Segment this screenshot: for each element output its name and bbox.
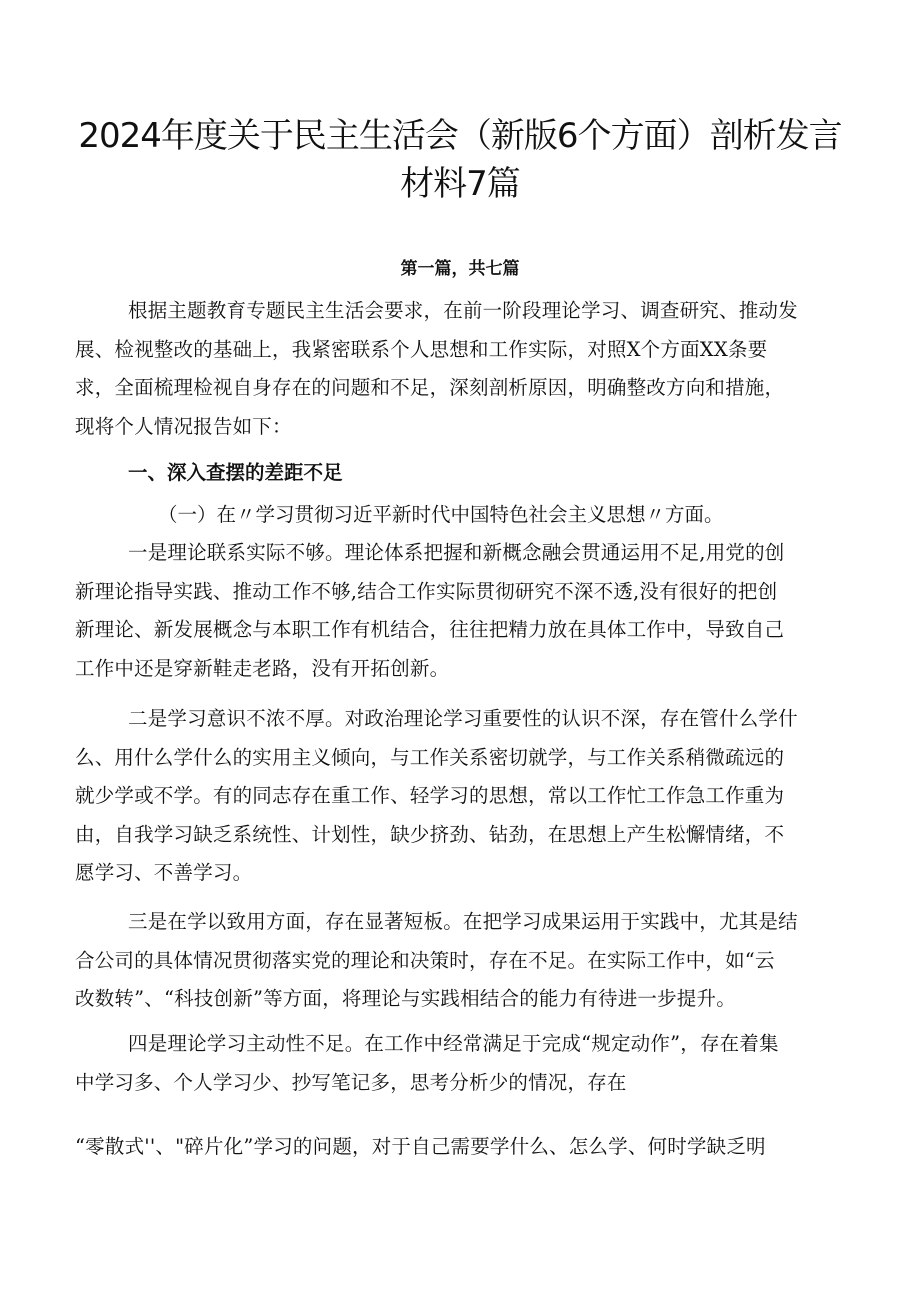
paragraph-line: 合公司的具体情况贯彻落实党的理论和决策时，存在不足。在实际工作中，如“云 xyxy=(75,948,775,972)
paragraph-line: 么、用什么学什么的实用主义倾向，与工作关系密切就学，与工作关系稍微疏远的 xyxy=(75,745,785,769)
document-title-line-2: 材料7篇 xyxy=(400,164,520,204)
point-one-paragraph xyxy=(75,534,865,688)
paragraph-line: 一是理论联系实际不够。理论体系把握和新概念融会贯通运用不足,用党的创 xyxy=(128,541,785,564)
document-title-line-1: 2024年度关于民主生活会（新版6个方面）剖析发言 xyxy=(78,116,842,156)
section-subtitle: 第一篇，共七篇 xyxy=(400,259,520,279)
paragraph-line: 由，自我学习缺乏系统性、计划性，缺少挤劲、钻劲，在思想上产生松懈情绪，不 xyxy=(75,822,785,846)
paragraph-line: 新理论、新发展概念与本职工作有机结合，往往把精力放在具体工作中，导致自己 xyxy=(75,618,785,641)
section-heading: 一、深入查摆的差距不足 xyxy=(128,461,343,484)
point-two-paragraph xyxy=(75,700,865,893)
paragraph-line: 根据主题教育专题民主生活会要求，在前一阶段理论学习、调查研究、推动发 xyxy=(128,299,798,322)
paragraph-line: 三是在学以致用方面，存在显著短板。在把学习成果运用于实践中，尤其是结 xyxy=(128,910,798,933)
paragraph-line: “零散式''、"碎片化”学习的问题，对于自己需要学什么、怎么学、何时学缺乏明 xyxy=(75,1135,766,1158)
paragraph-line: 愿学习、不善学习。 xyxy=(75,861,253,884)
document-title xyxy=(60,112,860,208)
paragraph-line: 改数转”、“科技创新”等方面，将理论与实践相结合的能力有待进一步提升。 xyxy=(75,987,736,1010)
paragraph-line: 四是理论学习主动性不足。在工作中经常满足于完成“规定动作”，存在着集 xyxy=(128,1032,779,1055)
paragraph-line: 展、检视整改的基础上，我紧密联系个人思想和工作实际，对照X个方面XX条要 xyxy=(75,337,768,361)
point-three-paragraph xyxy=(75,903,865,1019)
point-four-continuation xyxy=(75,1128,865,1167)
paragraph-line: 中学习多、个人学习少、抄写笔记多，思考分析少的情况，存在 xyxy=(75,1070,627,1094)
paragraph-line: 求，全面梳理检视自身存在的问题和不足，深刻剖析原因，明确整改方向和措施， xyxy=(75,376,785,399)
paragraph-line: 现将个人情况报告如下： xyxy=(75,414,292,438)
paragraph-line: 新理论指导实践、推动工作不够,结合工作实际贯彻研究不深不透,没有很好的把创 xyxy=(75,579,778,603)
subsection-heading: （一）在〃学习贯彻习近平新时代中国特色社会主义思想〃方面。 xyxy=(158,503,724,526)
intro-paragraph xyxy=(75,292,865,446)
paragraph-line: 工作中还是穿新鞋走老路，没有开拓创新。 xyxy=(75,656,450,680)
paragraph-line: 二是学习意识不浓不厚。对政治理论学习重要性的认识不深，存在管什么学什 xyxy=(128,707,798,730)
paragraph-line: 就少学或不学。有的同志存在重工作、轻学习的思想，常以工作忙工作急工作重为 xyxy=(75,784,785,807)
point-four-paragraph xyxy=(75,1025,865,1102)
